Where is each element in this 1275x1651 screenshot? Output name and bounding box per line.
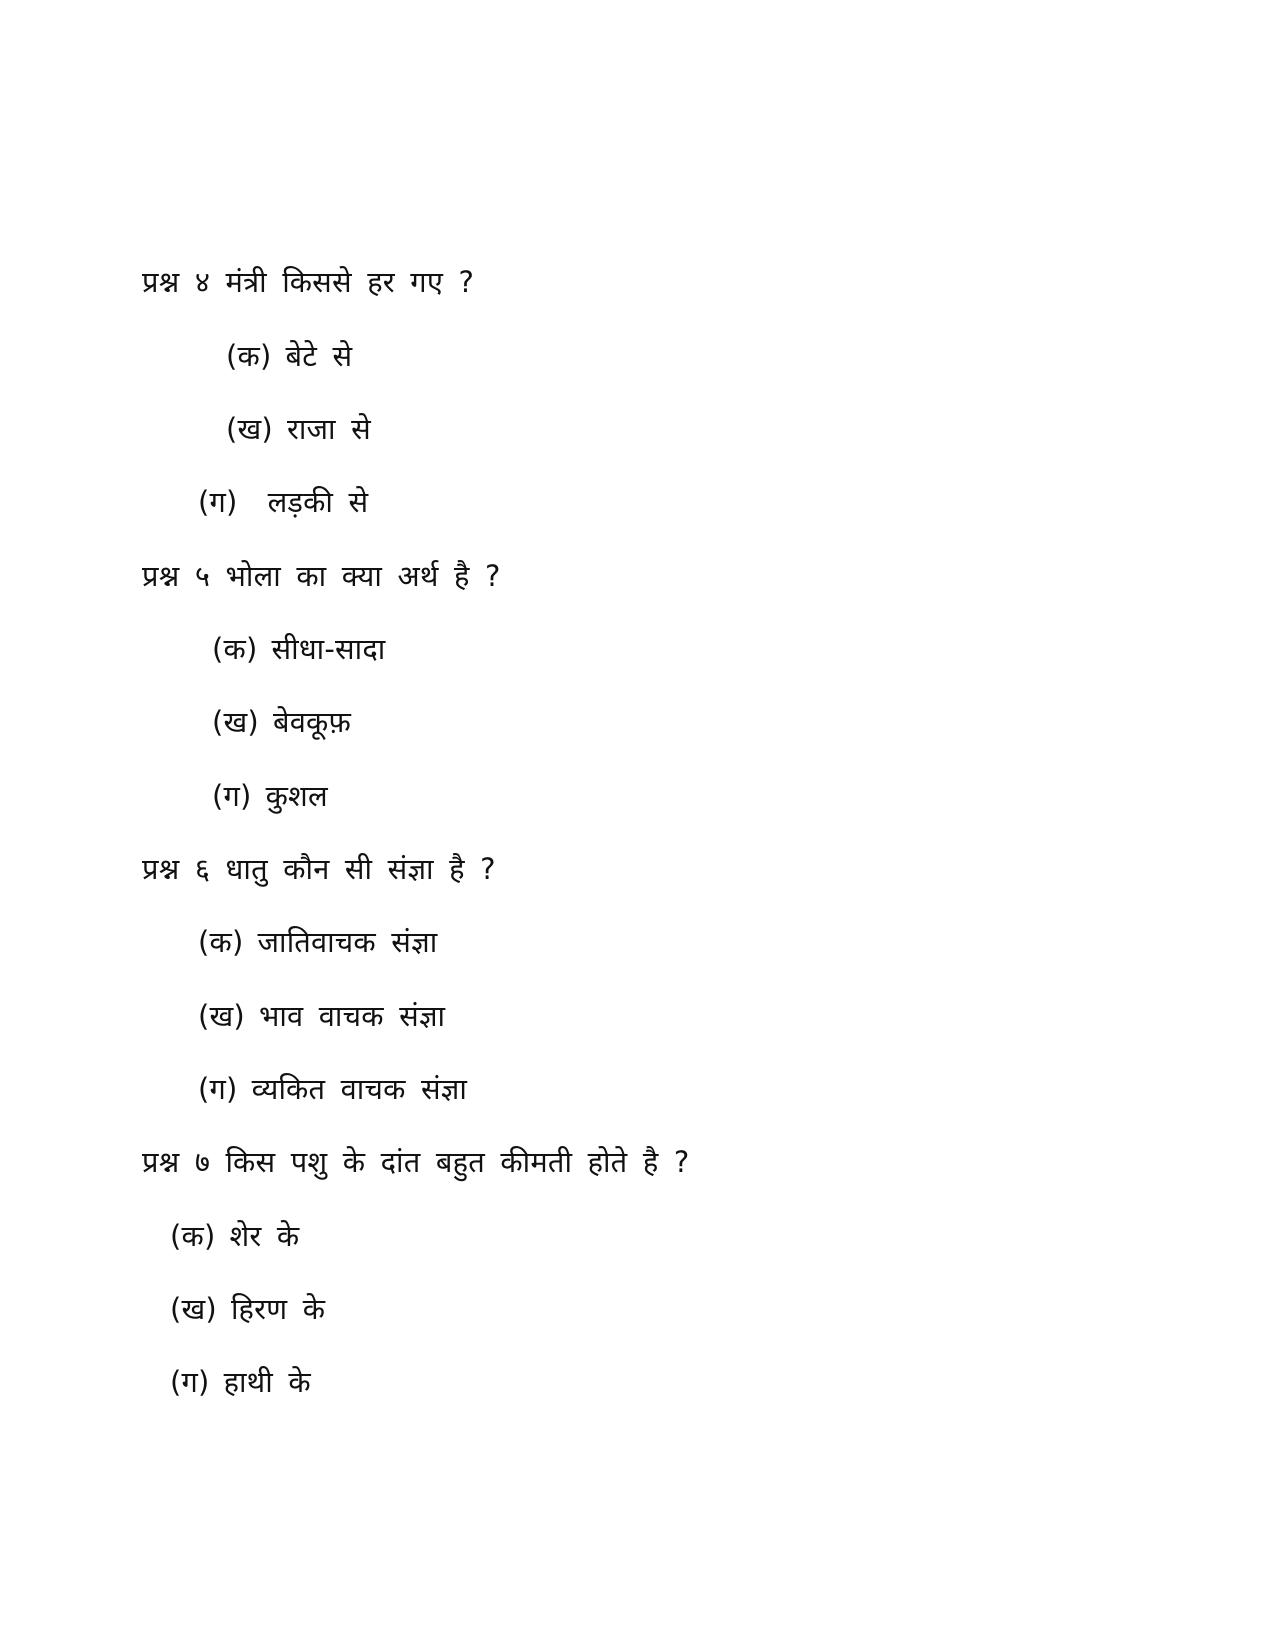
question-6-option-b — [198, 996, 445, 1036]
question-5-option-a — [212, 629, 385, 669]
option-text: कुशल — [265, 779, 328, 813]
option-text: हाथी के — [223, 1365, 311, 1399]
question-4-option-c — [198, 482, 368, 522]
question-7-text: प्रश्न ७ किस पशु के दांत बहुत कीमती होते है ? — [142, 1145, 690, 1179]
option-label: (ग) — [212, 779, 252, 813]
question-4-option-a — [226, 336, 352, 376]
option-text: व्यकित वाचक संज्ञा — [251, 1072, 468, 1106]
option-label: (ग) — [198, 1072, 238, 1106]
question-7-option-c — [170, 1362, 311, 1402]
option-label: (ख) — [198, 999, 245, 1033]
option-label: (ग) — [170, 1365, 210, 1399]
option-text: हिरण के — [230, 1292, 326, 1326]
question-6-option-a — [198, 922, 437, 962]
option-label: (क) — [170, 1219, 216, 1253]
option-label: (क) — [198, 925, 244, 959]
option-label: (क) — [212, 632, 258, 666]
option-text: जातिवाचक संज्ञा — [257, 925, 438, 959]
option-label: (ख) — [226, 412, 273, 446]
option-text: शेर के — [229, 1219, 300, 1253]
question-7-option-b — [170, 1289, 325, 1329]
question-4-text: प्रश्न ४ मंत्री किससे हर गए ? — [142, 265, 475, 299]
option-text: बेटे से — [285, 339, 353, 373]
option-text: सीधा-सादा — [271, 632, 386, 666]
option-text: बेवकूफ़ — [272, 705, 352, 739]
option-text: लड़की से — [267, 485, 369, 519]
option-label: (क) — [226, 339, 272, 373]
option-text: भाव वाचक संज्ञा — [258, 999, 446, 1033]
question-6-option-c — [198, 1069, 467, 1109]
question-6-text: प्रश्न ६ धातु कौन सी संज्ञा है ? — [142, 852, 496, 886]
question-5-text: प्रश्न ५ भोला का क्या अर्थ है ? — [142, 559, 501, 593]
option-text: राजा से — [286, 412, 371, 446]
option-label: (ख) — [212, 705, 259, 739]
question-4-option-b — [226, 409, 371, 449]
question-7-option-a — [170, 1216, 299, 1256]
question-5-option-c — [212, 776, 328, 816]
question-5-option-b — [212, 702, 351, 742]
option-label: (ग) — [198, 485, 238, 519]
option-label: (ख) — [170, 1292, 217, 1326]
